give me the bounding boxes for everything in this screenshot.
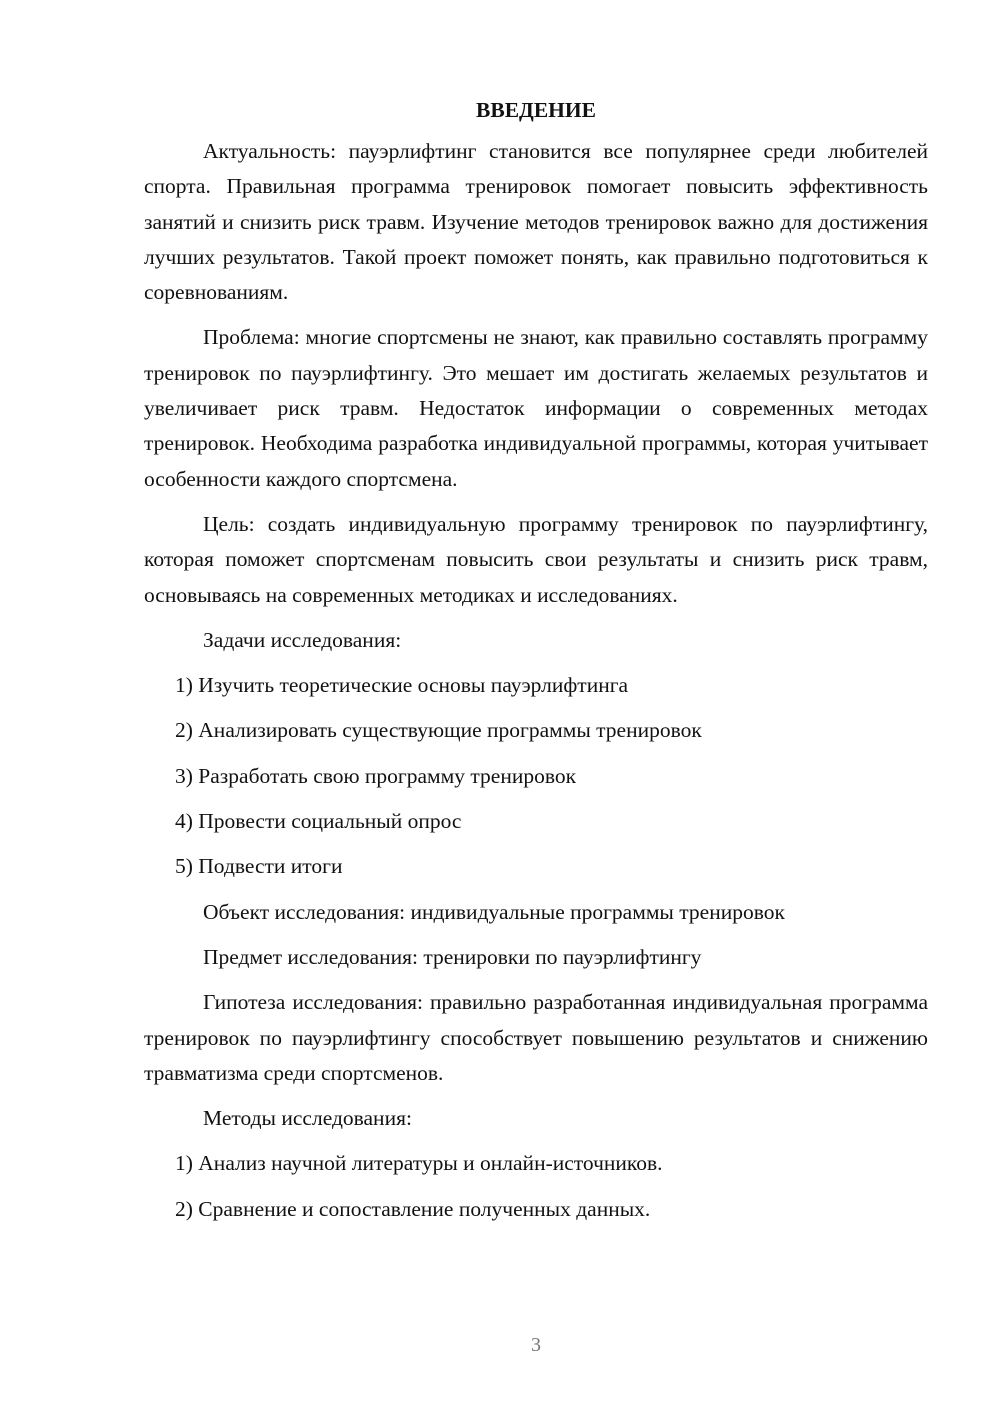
- research-object: Объект исследования: индивидуальные программы тренировок: [203, 899, 785, 924]
- relevance-paragraph: Актуальность: пауэрлифтинг становится все популярнее среди любителей спорта. Правильная программа тренировок помогает повысить эффективность занятий и снизить риск травм. Изучение методов тренировок важно для достижения лучших результатов. Такой проект поможет понять, как правильно подготовиться к соревнованиям.: [144, 139, 928, 305]
- problem-paragraph: Проблема: многие спортсмены не знают, как правильно составлять программу тренировок по пауэрлифтингу. Это мешает им достигать желаемых результатов и увеличивает риск травм. Недостаток информации о современных методах тренировок. Необходима разработка индивидуальной программы, которая учитывает особенности каждого спортсмена.: [144, 325, 928, 491]
- task-item: 5) Подвести итоги: [175, 854, 343, 879]
- document-body: [144, 94, 928, 1237]
- tasks-heading: Задачи исследования:: [203, 627, 402, 652]
- page-number: 3: [531, 1334, 541, 1356]
- goal-paragraph: Цель: создать индивидуальную программу тренировок по пауэрлифтингу, которая поможет спортсменам повысить свои результаты и снизить риск травм, основываясь на современных методиках и исследованиях.: [144, 511, 928, 607]
- hypothesis-paragraph: Гипотеза исследования: правильно разработанная индивидуальная программа тренировок по пауэрлифтингу способствует повышению результатов и снижению травматизма среди спортсменов.: [144, 990, 928, 1085]
- task-item: 4) Провести социальный опрос: [175, 809, 462, 834]
- page-title: ВВЕДЕНИЕ: [476, 98, 596, 122]
- research-subject: Предмет исследования: тренировки по пауэрлифтингу: [203, 944, 702, 969]
- method-item: 1) Анализ научной литературы и онлайн-источников.: [175, 1151, 663, 1176]
- task-item: 2) Анализировать существующие программы тренировок: [175, 718, 702, 743]
- methods-heading: Методы исследования:: [203, 1106, 412, 1131]
- method-item: 2) Сравнение и сопоставление полученных данных.: [175, 1196, 651, 1221]
- task-item: 3) Разработать свою программу тренировок: [175, 763, 577, 788]
- task-item: 1) Изучить теоретические основы пауэрлифтинга: [175, 673, 629, 698]
